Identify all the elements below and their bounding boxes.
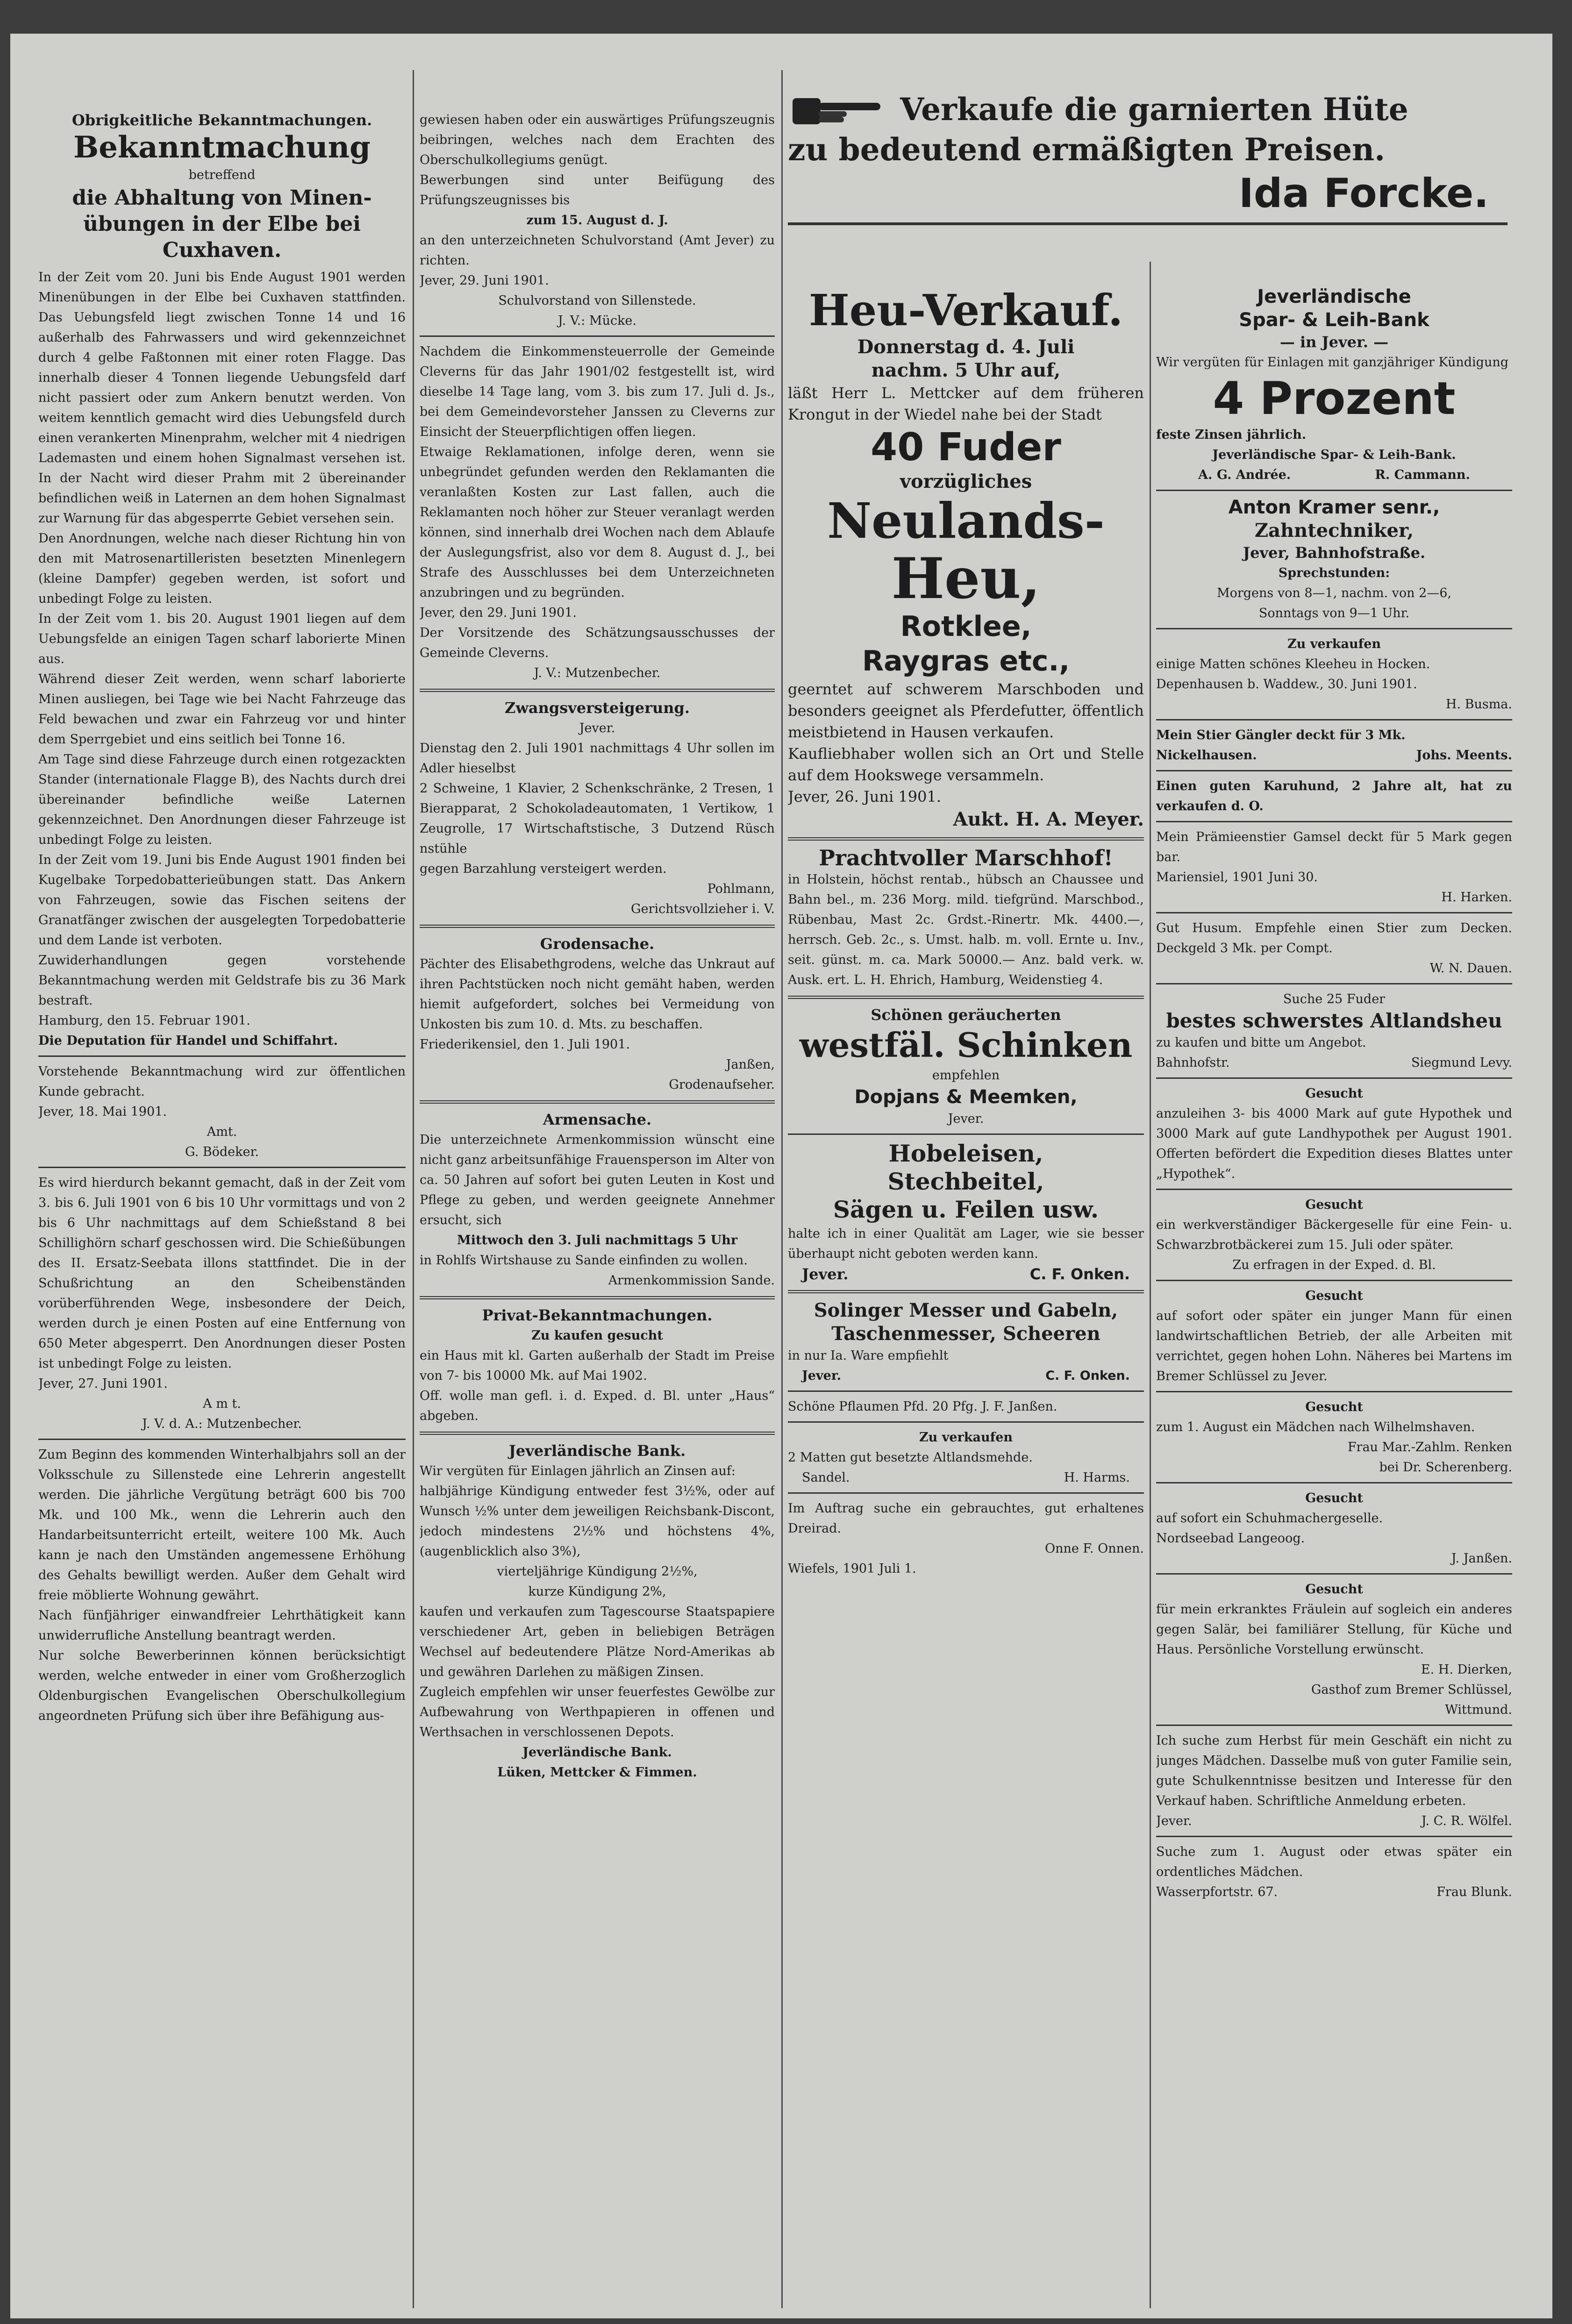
text-signature: Die Deputation für Handel und Schiffahrt. bbox=[38, 1034, 338, 1048]
section-title: Privat-Bekanntmachungen. bbox=[482, 1306, 713, 1324]
text-paragraph: Wir vergüten für Einlagen jährlich an Zinsen auf: bbox=[420, 1464, 736, 1478]
ad-product: Neulands- bbox=[827, 492, 1105, 549]
ad-heading: Gesucht bbox=[1305, 1400, 1363, 1414]
text-paragraph: 2 Matten gut besetzte Altlandsmehde. bbox=[788, 1450, 1033, 1465]
ad-footer bbox=[1156, 1053, 1512, 1073]
ad-title: Anton Kramer senr., bbox=[1228, 497, 1440, 518]
text-paragraph: in nur Ia. Ware empfiehlt bbox=[788, 1348, 949, 1363]
text-paragraph: Wir vergüten für Einlagen mit ganzjähriger Kündigung bbox=[1156, 355, 1509, 370]
ad-heading: Gesucht bbox=[1305, 1086, 1363, 1101]
ad-signature: Siegmund Levy. bbox=[1411, 1055, 1512, 1070]
text-date: Jever, 27. Juni 1901. bbox=[38, 1376, 168, 1391]
ad-company: Dopjans & Meemken, bbox=[854, 1086, 1078, 1108]
text-paragraph: geerntet auf schwerem Marschboden und besonders geeignet als Pferdefutter, öffentlich meistbietend in Hausen verkaufen. bbox=[788, 680, 1144, 741]
text-paragraph: In der Zeit vom 20. Juni bis Ende August 1901 werden Minenübungen in der Elbe bei Cuxhaven stattfinden. Das Uebungsfeld liegt zwischen Tonne 14 und 16 außerhalb des Fahrwassers und wird gekennzeichnet durch 4 gelbe Faßtonnen mit einer roten Flagge. Das innerhalb dieser 4 Tonnen liegende Uebungsfeld darf nicht passiert oder zum Ankern benutzt werden. Von weitem kenntlich gemacht wird dies Uebungsfeld durch einen verankerten Minenprahm, welcher mit 4 niedrigen Lademasten und einem hohen Signalmast versehen ist. In der Nacht wird dieser Prahm mit 2 übereinander befindlichen weiß in Laternen an dem hohen Signalmast zur Warnung für das abgesperrte Gebiet versehen sein. bbox=[38, 270, 406, 526]
text-paragraph: gegen Barzahlung versteigert werden. bbox=[420, 862, 667, 876]
ad-line: Zahntechniker, bbox=[1254, 520, 1414, 542]
text-date: Mariensiel, 1901 Juni 30. bbox=[1156, 870, 1318, 884]
text-date: Jever, den 29. Juni 1901. bbox=[420, 606, 577, 620]
ad-product: Solinger Messer und Gabeln, bbox=[814, 1299, 1118, 1321]
text-signature: Amt. bbox=[207, 1125, 237, 1139]
column-rule bbox=[413, 70, 414, 2308]
text-signature: E. H. Dierken, bbox=[1421, 1662, 1512, 1677]
ad-place: Bahnhofstr. bbox=[1156, 1055, 1230, 1070]
text-paragraph: Nordseebad Langeoog. bbox=[1156, 1531, 1305, 1546]
column-2 bbox=[420, 110, 775, 1782]
text-date: Jever, 18. Mai 1901. bbox=[38, 1105, 167, 1119]
ad-product: Heu, bbox=[891, 546, 1041, 612]
text-paragraph: Dienstag den 2. Juli 1901 nachmittags 4 Uhr sollen im Adler hieselbst bbox=[420, 741, 775, 776]
text-signature: Der Vorsitzende des Schätzungsausschusses der Gemeinde Cleverns. bbox=[420, 626, 775, 660]
text-paragraph: Es wird hierdurch bekannt gemacht, daß in der Zeit vom 3. bis 6. Juli 1901 von 6 bis 10 Uhr vormittags und von 2 bis 6 Uhr nachmittags auf dem Schießstand 8 bei Schillighörn scharf geschossen wird. Die Schießübungen des II. Ersatz-Seebata illons stattfindet. Die in der Schußrichtung an den Scheibenständen vorüberführenden Wege, insbesondere der Deich, werden durch je einen Posten auf eine Entfernung von 650 Meter abgesperrt. Den Anordnungen dieser Posten ist unbedingt Folge zu leisten. bbox=[38, 1176, 406, 1371]
text-paragraph: Kaufliebhaber wollen sich an Ort und Stelle auf dem Hookswege versammeln. bbox=[788, 745, 1144, 784]
ad-company: C. F. Onken. bbox=[1029, 1265, 1130, 1283]
ad-footer bbox=[1156, 745, 1512, 765]
text-signature: G. Bödeker. bbox=[185, 1145, 259, 1159]
text-paragraph: Mein Stier Gängler deckt für 3 Mk. bbox=[1156, 728, 1406, 742]
ad-signature: A. G. Andrée. bbox=[1198, 468, 1291, 482]
text-emphasis: zum 15. August d. J. bbox=[526, 213, 668, 228]
bank-name: Jeverländische bbox=[1257, 286, 1411, 307]
section-heading: Obrigkeitliche Bekanntmachungen. bbox=[71, 111, 372, 129]
text-paragraph: Suche zum 1. August oder etwas später ein ordentliches Mädchen. bbox=[1156, 1845, 1512, 1879]
text-signature: Lüken, Mettcker & Fimmen. bbox=[497, 1765, 697, 1780]
text-paragraph: In der Zeit vom 1. bis 20. August 1901 liegen auf dem Uebungsfelde an einigen Tagen scharf laborierte Minen aus. bbox=[38, 612, 406, 666]
header-name: Ida Forcke. bbox=[1238, 170, 1489, 217]
text-signature: Gerichtsvollzieher i. V. bbox=[631, 902, 775, 916]
notice-subject: die Abhaltung von Minen-übungen in der Elbe bei Cuxhaven. bbox=[72, 186, 372, 262]
ad-signature: J. C. R. Wölfel. bbox=[1421, 1814, 1512, 1828]
text-paragraph: Zugleich empfehlen wir unser feuerfestes Gewölbe zur Aufbewahrung von Werthpapieren in offenen und Werthsachen in verschlossenen Depots. bbox=[420, 1685, 775, 1739]
section-title: Armensache. bbox=[543, 1111, 652, 1128]
ad-product: Hobeleisen, bbox=[888, 1140, 1043, 1167]
text-paragraph: gewiesen haben oder ein auswärtiges Prüfungszeugnis beibringen, welches nach dem Erachten des Oberschulkollegiums genügt. bbox=[420, 113, 775, 167]
notice-title: Bekanntmachung bbox=[73, 130, 371, 165]
ad-place: Jever. bbox=[802, 1265, 849, 1283]
ad-rate: 4 Prozent bbox=[1213, 372, 1456, 425]
ad-amount: 40 Fuder bbox=[871, 425, 1061, 470]
ad-company: C. F. Onken. bbox=[1045, 1369, 1130, 1383]
text-paragraph: Einen guten Karuhund, 2 Jahre alt, hat zu verkaufen d. O. bbox=[1156, 779, 1512, 813]
text-paragraph: Off. wolle man gefl. i. d. Exped. d. Bl. unter „Haus“ abgeben. bbox=[420, 1389, 775, 1423]
text-signature: Armenkommission Sande. bbox=[608, 1273, 775, 1288]
text-signature: Janßen, bbox=[726, 1057, 775, 1072]
header-line-1 bbox=[788, 89, 1508, 130]
text-paragraph: an den unterzeichneten Schulvorstand (Amt Jever) zu richten. bbox=[420, 233, 775, 268]
text-signature: Jeverländische Bank. bbox=[522, 1745, 672, 1760]
column-rule bbox=[1150, 262, 1151, 2308]
text-paragraph: vierteljährige Kündigung 2½%, bbox=[497, 1564, 698, 1579]
text-paragraph: Am Tage sind diese Fahrzeuge durch einen rotgezackten Stander (internationale Flagge B), des Nachts durch drei übereinander befindliche weiße Laternen gekennzeichnet. Den Anordnungen dieser Fahrzeuge ist unbedingt Folge zu leisten. bbox=[38, 752, 406, 847]
text-paragraph: Zuwiderhandlungen gegen vorstehende Bekanntmachung werden mit Geldstrafe bis zu 36 Mark bestraft. bbox=[38, 953, 406, 1008]
text-emphasis: Zu kaufen gesucht bbox=[531, 1328, 663, 1343]
text-paragraph: Mein Prämieenstier Gamsel deckt für 5 Mark gegen bar. bbox=[1156, 830, 1512, 864]
text-signature: Grodenaufseher. bbox=[669, 1077, 775, 1092]
ad-footer bbox=[1156, 1882, 1512, 1902]
text-paragraph: Nur solche Bewerberinnen können berücksichtigt werden, welche entweder in einer vom Großherzoglich Oldenburgischen Evangelischen Oberschulkollegium angeordneten Prüfung sich über ihre Befähigung aus- bbox=[38, 1648, 406, 1723]
text-signature: J. Janßen. bbox=[1451, 1551, 1512, 1566]
text-signature: J. V.: Mutzenbecher. bbox=[534, 666, 661, 680]
header-subtitle: zu bedeutend ermäßigten Preisen. bbox=[788, 131, 1386, 168]
text-paragraph: Die unterzeichnete Armenkommission wünscht eine nicht ganz arbeitsunfähige Frauensperson im Alter von ca. 50 Jahren auf sofort bei guten Leuten in Kost und Pflege zu geben, und werden geeignete Annehmer ersucht, sich bbox=[420, 1133, 775, 1227]
bank-name: Spar- & Leih-Bank bbox=[1239, 309, 1429, 331]
text-date: Jever, 29. Juni 1901. bbox=[420, 273, 549, 288]
text-signature: J. V. d. A.: Mutzenbecher. bbox=[142, 1417, 302, 1431]
text-date: Friederikensiel, den 1. Juli 1901. bbox=[420, 1037, 630, 1052]
ad-line: Morgens von 8—1, nachm. von 2—6, bbox=[1216, 586, 1452, 600]
text-signature: W. N. Dauen. bbox=[1429, 961, 1512, 976]
column-4 bbox=[1156, 285, 1512, 1902]
text-signature: Onne F. Onnen. bbox=[1044, 1541, 1144, 1556]
text-paragraph: anzuleihen 3- bis 4000 Mark auf gute Hypothek und 3000 Mark auf gute Landhypothek per August 1901. Offerten befördert die Expedition dieses Blattes unter „Hypothek“. bbox=[1156, 1106, 1512, 1181]
text-date: Wiefels, 1901 Juli 1. bbox=[788, 1561, 916, 1576]
text-signature: H. Harken. bbox=[1441, 890, 1512, 905]
ad-place: Jever. bbox=[948, 1112, 984, 1126]
text-paragraph: auf sofort oder später ein junger Mann für einen landwirtschaftlichen Betrieb, der alle Arbeiten mit verrichtet, gegen hohen Lohn. Näheres bei Martens im Bremer Schlüssel zu Jever. bbox=[1156, 1309, 1512, 1383]
text-signature: H. Busma. bbox=[1445, 697, 1512, 712]
ad-product: Raygras etc., bbox=[862, 645, 1070, 677]
text-paragraph: 2 Schweine, 1 Klavier, 2 Schenkschränke, 2 Tresen, 1 Bierapparat, 2 Schokoladeautomaten, 1 Vertikow, 1 Zeugrolle, 17 Wirtschaftstische, 3 Dutzend Rüsch nstühle bbox=[420, 781, 775, 856]
text-paragraph: in Rohlfs Wirtshause zu Sande einfinden zu wollen. bbox=[420, 1253, 748, 1268]
text-paragraph: zum 1. August ein Mädchen nach Wilhelmshaven. bbox=[1156, 1420, 1475, 1434]
text-paragraph: Nachdem die Einkommensteuerrolle der Gemeinde Cleverns für das Jahr 1901/02 festgestellt ist, wird dieselbe 14 Tage lang, vom 3. bis zum 17. Juli d. Js., bei dem Gemeindevorsteher Janssen zu Cleverns zur Einsicht der Steuerpflichtigen offen liegen. bbox=[420, 344, 775, 439]
header-advert bbox=[788, 89, 1508, 230]
section-title: Zwangsversteigerung. bbox=[504, 699, 690, 717]
text-place: Jever. bbox=[579, 721, 615, 735]
text-paragraph: einige Matten schönes Kleeheu in Hocken. bbox=[1156, 657, 1430, 671]
text-signature: Jeverländische Spar- & Leih-Bank. bbox=[1212, 448, 1456, 462]
ad-product: Stechbeitel, bbox=[887, 1168, 1044, 1195]
ad-place: Nickelhausen. bbox=[1156, 748, 1257, 763]
ad-line: Schönen geräucherten bbox=[871, 1006, 1061, 1024]
text-date: Jever, 26. Juni 1901. bbox=[788, 788, 942, 806]
text-signature: A m t. bbox=[203, 1397, 241, 1411]
text-paragraph: Bewerbungen sind unter Beifügung des Prüfungszeugnisses bis bbox=[420, 173, 775, 207]
text-paragraph: Hamburg, den 15. Februar 1901. bbox=[38, 1013, 250, 1028]
text-paragraph: Während dieser Zeit werden, wenn scharf laborierte Minen ausliegen, bei Tage wie bei Nacht Fahrzeuge das Feld bewachen und zwar ein Fahrzeug vor und hinter dem Sperrgebiet und eins seitlich bei Tonne 16. bbox=[38, 672, 406, 747]
section-title: Grodensache. bbox=[540, 935, 655, 953]
bank-place: — in Jever. — bbox=[1279, 333, 1389, 351]
ad-line: Sprechstunden: bbox=[1278, 566, 1390, 580]
text-paragraph: Suche 25 Fuder bbox=[1283, 992, 1386, 1006]
ad-place: Jever. bbox=[1156, 1814, 1192, 1828]
section-title: Jeverländische Bank. bbox=[508, 1442, 686, 1460]
text-paragraph: Schöne Pflaumen Pfd. 20 Pfg. J. F. Janßen. bbox=[788, 1399, 1058, 1414]
ad-title: Prachtvoller Marschhof! bbox=[819, 845, 1113, 870]
header-title: Verkaufe die garnierten Hüte bbox=[900, 91, 1408, 128]
ad-line: vorzügliches bbox=[900, 471, 1032, 492]
notice-sub: betreffend bbox=[188, 168, 256, 182]
text-paragraph: Zu erfragen in der Exped. d. Bl. bbox=[1232, 1258, 1436, 1272]
ad-product: Sägen u. Feilen usw. bbox=[833, 1196, 1099, 1223]
ad-title: Heu-Verkauf. bbox=[808, 285, 1123, 335]
text-paragraph: ein werkverständiger Bäckergeselle für eine Fein- u. Schwarzbrotbäckerei zum 15. Juli oder später. bbox=[1156, 1218, 1512, 1252]
text-paragraph: halte ich in einer Qualität am Lager, wie sie besser überhaupt nicht geboten werden kann. bbox=[788, 1226, 1144, 1261]
text-signature: Gasthof zum Bremer Schlüssel, bbox=[1311, 1682, 1512, 1697]
ad-place: Jever. bbox=[802, 1369, 841, 1383]
ad-heading: Zu verkaufen bbox=[1287, 637, 1381, 651]
ad-place: Sandel. bbox=[802, 1470, 850, 1485]
ad-signature: Johs. Meents. bbox=[1416, 748, 1512, 763]
ad-footer bbox=[1156, 1811, 1512, 1831]
text-signature: J. V.: Mücke. bbox=[557, 314, 636, 328]
text-paragraph: Depenhausen b. Waddew., 30. Juni 1901. bbox=[1156, 677, 1417, 691]
ad-footer bbox=[1156, 465, 1512, 485]
text-paragraph: Nach fünfjähriger einwandfreier Lehrthätigkeit kann unwiderrufliche Anstellung beantragt werden. bbox=[38, 1608, 406, 1643]
ad-footer bbox=[788, 1366, 1144, 1386]
ad-product: bestes schwerstes Altlandsheu bbox=[1166, 1009, 1502, 1032]
text-paragraph: auf sofort ein Schuhmachergeselle. bbox=[1156, 1511, 1383, 1526]
ad-place: Wasserpfortstr. 67. bbox=[1156, 1885, 1278, 1899]
ad-line: Donnerstag d. 4. Juli bbox=[857, 336, 1075, 358]
ad-heading: Gesucht bbox=[1305, 1582, 1363, 1597]
text-paragraph: Den Anordnungen, welche nach dieser Richtung hin von den mit Matrosenartilleristen besetzten Minenlegern (kleine Dampfer) gegeben werden, ist sofort und unbedingt Folge zu leisten. bbox=[38, 531, 406, 606]
text-signature: Schulvorstand von Sillenstede. bbox=[498, 293, 696, 308]
text-signature: bei Dr. Scherenberg. bbox=[1379, 1460, 1512, 1475]
ad-line: Jever, Bahnhofstraße. bbox=[1243, 544, 1426, 562]
text-paragraph: für mein erkranktes Fräulein auf sogleich ein anderes gegen Salär, bei familiärer Stellung, für Küche und Haus. Persönliche Vorstellung erwünscht. bbox=[1156, 1602, 1512, 1657]
ad-line: Sonntags von 9—1 Uhr. bbox=[1258, 606, 1410, 620]
text-paragraph: Gut Husum. Empfehle einen Stier zum Decken. Deckgeld 3 Mk. per Compt. bbox=[1156, 921, 1512, 955]
column-rule bbox=[781, 70, 783, 2308]
text-paragraph: feste Zinsen jährlich. bbox=[1156, 428, 1307, 442]
text-paragraph: kaufen und verkaufen zum Tagescourse Staatspapiere verschiedener Art, geben in beliebigen Beträgen Wechsel auf bedeutendere Plätze Nord-Amerikas ab und gewähren Darlehen zu mäßigen Zinsen. bbox=[420, 1604, 775, 1679]
ad-signature: Frau Blunk. bbox=[1436, 1885, 1512, 1899]
column-3 bbox=[788, 285, 1144, 1579]
text-paragraph: halbjährige Kündigung entweder fest 3½%, oder auf Wunsch ½% unter dem jeweiligen Reichsbank-Discont, jedoch mindestens 2½% und höchstens 4%, (augenblicklich also 3%), bbox=[420, 1484, 775, 1559]
ad-heading: Gesucht bbox=[1305, 1289, 1363, 1303]
ad-signature: R. Cammann. bbox=[1375, 468, 1470, 482]
ad-line: nachm. 5 Uhr auf, bbox=[871, 359, 1061, 381]
text-signature: Frau Mar.-Zahlm. Renken bbox=[1347, 1440, 1512, 1454]
text-paragraph: in Holstein, höchst rentab., hübsch an Chaussee und Bahn bel., m. 236 Morg. mild. tiefgründ. Marschbod., Rübenbau, Mast 2c. Grdst.-Rinertr. Mk. 4400.—, herrsch. Geb. 2c., s. Umst. halb. m. voll. Ernte u. Inv., seit. günst. m. ca. Mark 50000.— Anz. bald verk. w. Ausk. ert. L. H. Ehrich, Hamburg, Weidenstieg 4. bbox=[788, 872, 1144, 987]
ad-line: empfehlen bbox=[932, 1068, 1000, 1083]
ad-product: westfäl. Schinken bbox=[799, 1025, 1133, 1065]
ad-heading: Gesucht bbox=[1305, 1491, 1363, 1505]
text-paragraph: Etwaige Reklamationen, infolge deren, wenn sie unbegründet gefunden werden den Reklamanten die veranlaßten Kosten zur Last fallen, auch die Reklamanten noch höher zur Steuer veranlagt werden können, sind innerhalb drei Wochen nach dem Ablaufe der Auslegungsfrist, also vor dem 8. August d. J., bei Strafe des Ausschlusses bei dem Unterzeichneten anzubringen und zu begründen. bbox=[420, 445, 775, 600]
text-signature: Pohlmann, bbox=[707, 882, 775, 896]
text-paragraph: Vorstehende Bekanntmachung wird zur öffentlichen Kunde gebracht. bbox=[38, 1064, 406, 1099]
pointing-hand-icon bbox=[788, 89, 886, 130]
text-emphasis: Mittwoch den 3. Juli nachmittags 5 Uhr bbox=[457, 1233, 738, 1248]
text-paragraph: zu kaufen und bitte um Angebot. bbox=[1156, 1035, 1366, 1050]
text-paragraph: läßt Herr L. Mettcker auf dem früheren Krongut in der Wiedel nahe bei der Stadt bbox=[788, 384, 1144, 423]
text-paragraph: Pächter des Elisabethgrodens, welche das Unkraut auf ihren Pachtstücken noch nicht gemäht haben, werden hiemit aufgefordert, solches bei Vermeidung von Unkosten bis zum 10. d. Mts. zu beschaffen. bbox=[420, 957, 775, 1032]
text-paragraph: Ich suche zum Herbst für mein Geschäft ein nicht zu junges Mädchen. Dasselbe muß von guter Familie sein, gute Schulkenntnisse besitzen und Interesse für den Verkauf haben. Schriftliche Anmeldung erbeten. bbox=[1156, 1733, 1512, 1808]
column-1 bbox=[38, 110, 406, 1726]
ad-product: Rotklee, bbox=[900, 610, 1032, 643]
text-paragraph: Zum Beginn des kommenden Winterhalbjahrs soll an der Volksschule zu Sillenstede eine Lehrerin angestellt werden. Die jährliche Vergütung beträgt 600 bis 700 Mk. und 100 Mk., wenn die Lehrerin auch den Handarbeitsunterricht erteilt, weitere 100 Mk. Auch kann je nach den Umständen angemessene Erhöhung des Gehalts bewilligt werden. Außer dem Gehalt wird freie möblierte Wohnung gewährt. bbox=[38, 1447, 406, 1603]
text-paragraph: In der Zeit vom 19. Juni bis Ende August 1901 finden bei Kugelbake Torpedobatterieübungen statt. Das Ankern von Fahrzeugen, sowie das Fischen seitens der Granatfänger zwischen der ausgelegten Torpedobatterie und dem Lande ist verboten. bbox=[38, 853, 406, 948]
ad-footer bbox=[788, 1468, 1144, 1488]
text-signature: Wittmund. bbox=[1445, 1703, 1512, 1717]
ad-line: Zu verkaufen bbox=[919, 1430, 1013, 1445]
ad-product: Taschenmesser, Scheeren bbox=[831, 1323, 1100, 1345]
text-paragraph: kurze Kündigung 2%, bbox=[528, 1584, 666, 1599]
text-paragraph: Im Auftrag suche ein gebrauchtes, gut erhaltenes Dreirad. bbox=[788, 1501, 1144, 1536]
ad-heading: Gesucht bbox=[1305, 1198, 1363, 1212]
ad-footer bbox=[788, 1264, 1144, 1284]
text-paragraph: ein Haus mit kl. Garten außerhalb der Stadt im Preise von 7- bis 10000 Mk. auf Mai 1902. bbox=[420, 1348, 775, 1383]
text-signature: Aukt. H. A. Meyer. bbox=[953, 808, 1144, 830]
ad-signature: H. Harms. bbox=[1064, 1470, 1130, 1485]
